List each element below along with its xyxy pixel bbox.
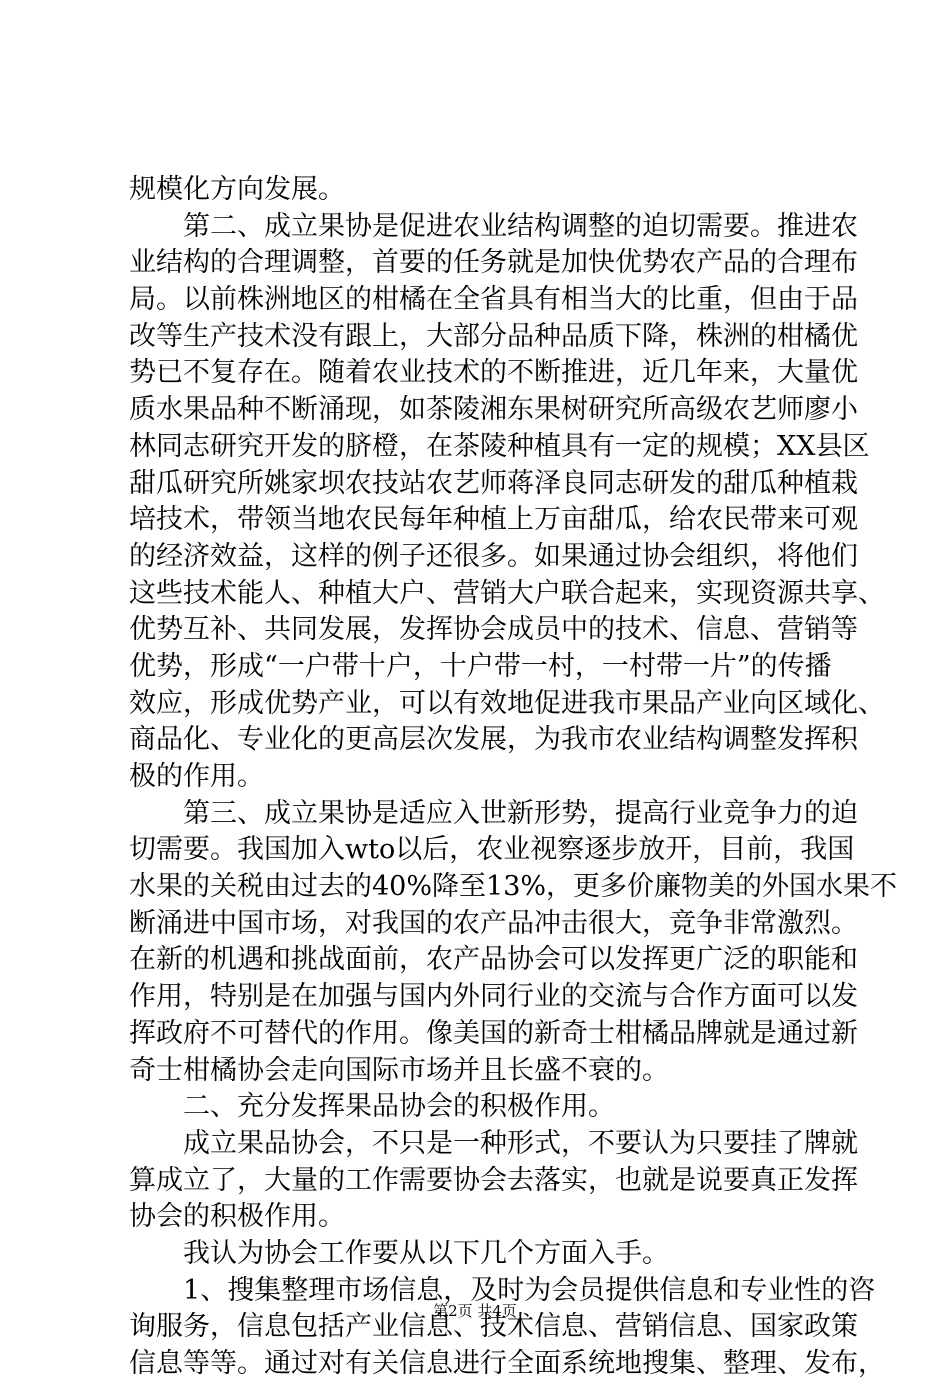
text-line: 信 息 等 等 。 通 过 对 有 关 信 息 进 行 全 面 系 统 地 搜 集 、 整 理 、 发 布 ， — [129, 1348, 885, 1379]
text-line: 第 二 、 成 立 果 协 是 促 进 农 业 结 构 调 整 的 迫 切 需 要 。 推 进 农 — [183, 210, 858, 242]
text-line: 规模化方向发展。 — [129, 174, 345, 205]
text-line: 质 水 果 品 种 不 断 涌 现 ， 如 茶 陵 湘 东 果 树 研 究 所 高 级 农 艺 师 廖 小 — [129, 394, 858, 426]
text-line: 奇士柑橘协会走向国际市场并且长盛不衰的。 — [129, 1054, 669, 1086]
text-line: 改 等 生 产 技 术 没 有 跟 上 ， 大 部 分 品 种 品 质 下 降 ， 株 洲 的 柑 橘 优 — [129, 320, 858, 352]
text-line: 这 些 技 术 能 人 、 种 植 大 户 、 营 销 大 户 联 合 起 来 ， 实 现 资 源 共 享 、 — [129, 577, 885, 609]
text-line: 培 技 术 ， 带 领 当 地 农 民 每 年 种 植 上 万 亩 甜 瓜 ， 给 农 民 带 来 可 观 — [129, 504, 858, 536]
text-line: 商 品 化 、 专 业 化 的 更 高 层 次 发 展 ， 为 我 市 农 业 结 构 调 整 发 挥 积 — [129, 724, 858, 756]
text-line: 二、充分发挥果品协会的积极作用。 — [183, 1091, 615, 1123]
text-line: 水 果 的 关 税 由 过 去 的 40% 降 至 13% ， 更 多 价 廉 物 美 的 外 国 水 果 不 — [129, 871, 898, 903]
text-line: 局 。 以 前 株 洲 地 区 的 柑 橘 在 全 省 具 有 相 当 大 的 比 重 ， 但 由 于 品 — [129, 284, 858, 316]
text-line: 甜 瓜 研 究 所 姚 家 坝 农 技 站 农 艺 师 蒋 泽 良 同 志 研 发 的 甜 瓜 种 植 栽 — [129, 467, 858, 499]
text-line: 势 已 不 复 存 在 。 随 着 农 业 技 术 的 不 断 推 进 ， 近 几 年 来 ， 大 量 优 — [129, 357, 858, 389]
text-line: 业 结 构 的 合 理 调 整 ， 首 要 的 任 务 就 是 加 快 优 势 农 产 品 的 合 理 布 — [129, 247, 858, 279]
text-line: 在 新 的 机 遇 和 挑 战 面 前 ， 农 产 品 协 会 可 以 发 挥 更 广 泛 的 职 能 和 — [129, 944, 858, 976]
text-line: 切 需 要 。 我 国 加 入 wto 以 后 ， 农 业 视 察 逐 步 放 开 ， 目 前 ， 我 国 — [129, 834, 855, 866]
text-line: 第 三 、 成 立 果 协 是 适 应 入 世 新 形 势 ， 提 高 行 业 竞 争 力 的 迫 — [183, 797, 858, 829]
text-line: 挥 政 府 不 可 替 代 的 作 用 。 像 美 国 的 新 奇 士 柑 橘 品 牌 就 是 通 过 新 — [129, 1017, 858, 1049]
text-line: 我认为协会工作要从以下几个方面入手。 — [183, 1237, 669, 1269]
text-line: 作 用 ， 特 别 是 在 加 强 与 国 内 外 同 行 业 的 交 流 与 合 作 方 面 可 以 发 — [129, 981, 858, 1013]
page-footer: 第2页 共4页 — [433, 1302, 517, 1320]
text-line: 算 成 立 了 ， 大 量 的 工 作 需 要 协 会 去 落 实 ， 也 就 是 说 要 真 正 发 挥 — [129, 1164, 858, 1196]
text-line: 优 势 互 补 、 共 同 发 展 ， 发 挥 协 会 成 员 中 的 技 术 、 信 息 、 营 销 等 — [129, 614, 858, 646]
text-line: 的 经 济 效 益 ， 这 样 的 例 子 还 很 多 。 如 果 通 过 协 会 组 织 ， 将 他 们 — [129, 540, 858, 572]
text-line: 成 立 果 品 协 会 ， 不 只 是 一 种 形 式 ， 不 要 认 为 只 要 挂 了 牌 就 — [183, 1127, 858, 1159]
text-line: 极的作用。 — [129, 761, 264, 792]
text-line: 断 涌 进 中 国 市 场 ， 对 我 国 的 农 产 品 冲 击 很 大 ， 竞 争 非 常 激 烈 。 — [129, 907, 858, 939]
body-text — [129, 172, 898, 1383]
text-line: 协会的积极作用。 — [129, 1201, 345, 1233]
text-line: 效 应 ， 形 成 优 势 产 业 ， 可 以 有 效 地 促 进 我 市 果 品 产 业 向 区 域 化 、 — [129, 687, 885, 719]
text-line: 询 服 务 ， 信 息 包 括 产 业 信 息 、 技 术 信 息 、 营 销 信 息 、 国 家 政 策 — [129, 1311, 858, 1343]
text-line: 1 、 搜 集 整 理 市 场 信 息 ， 及 时 为 会 员 提 供 信 息 和 专 业 性 的 咨 — [183, 1274, 876, 1306]
text-line: 优 势 ， 形 成 “ 一 户 带 十 户 ， 十 户 带 一 村 ， 一 村 带 一 片 ” 的 传 播 — [129, 650, 832, 682]
text-line: 林 同 志 研 究 开 发 的 脐 橙 ， 在 茶 陵 种 植 具 有 一 定 的 规 模 ； XX 县 区 — [129, 430, 870, 462]
